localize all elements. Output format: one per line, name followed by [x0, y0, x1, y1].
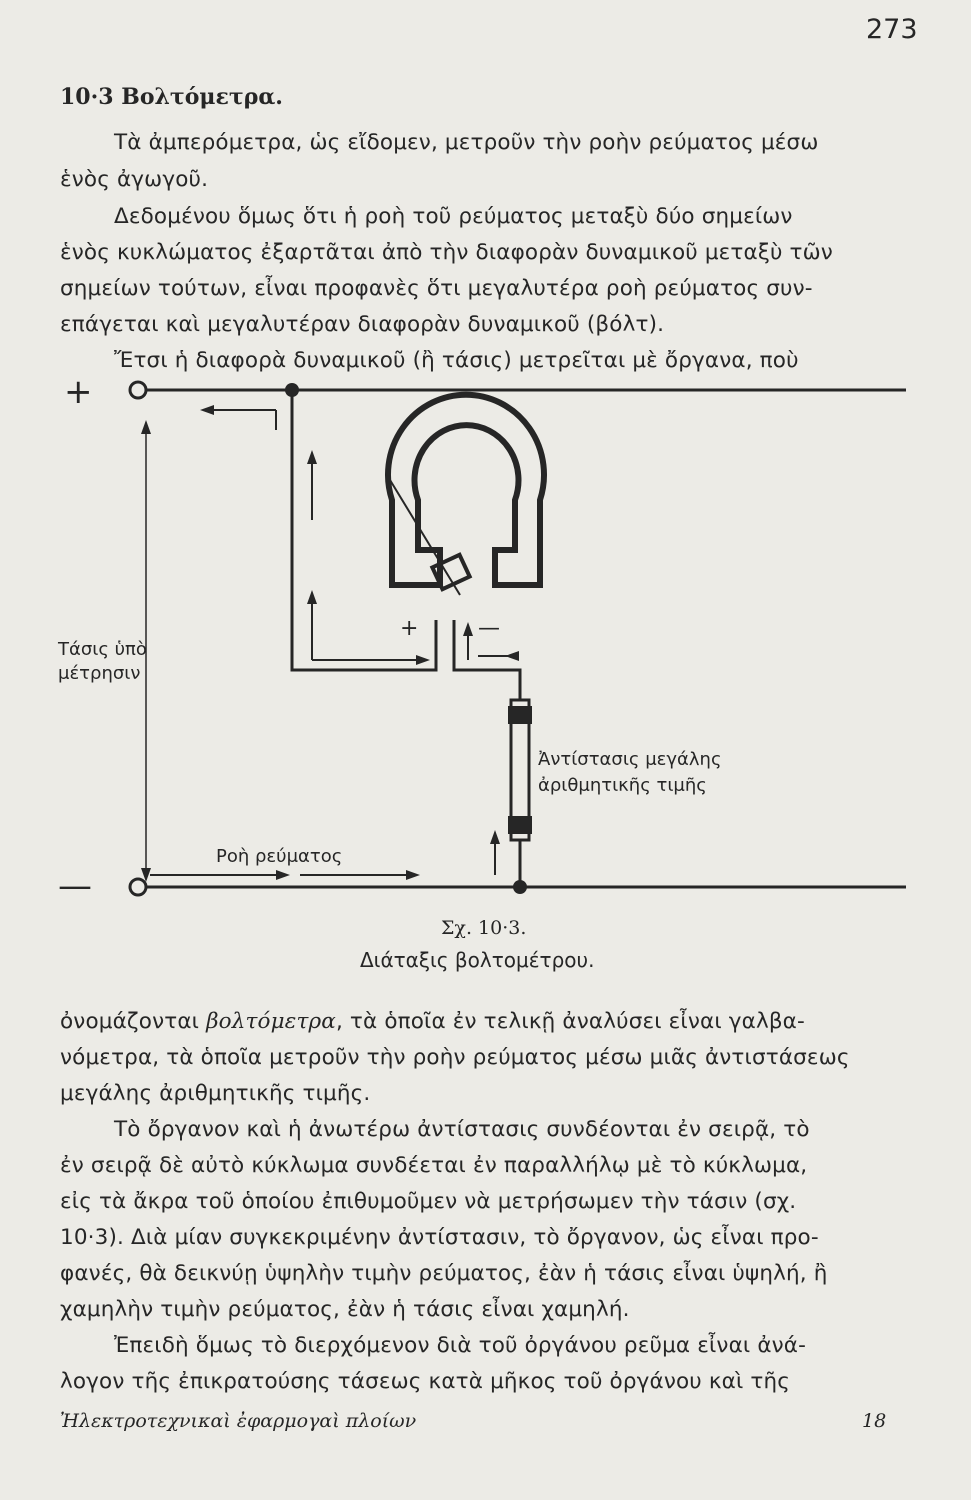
current-flow-label: Ροὴ ρεύματος: [216, 846, 343, 867]
text-line: Τὸ ὄργανον καὶ ἡ ἀνωτέρω ἀντίστασις συνδέονται ἐν σειρᾷ, τὸ: [114, 1117, 810, 1142]
resistor-cap-bottom: [508, 816, 532, 834]
text-line: Ἐπειδὴ ὅμως τὸ διερχόμενον διὰ τοῦ ὀργάνου ρεῦμα εἶναι ἀνά-: [114, 1333, 807, 1358]
meter-minus-label: —: [478, 616, 500, 641]
voltage-label: Τάσις ὑπὸ μέτρησιν: [58, 639, 147, 684]
section-title: 10·3 Βολτόμετρα.: [60, 84, 283, 110]
text-line: ἑνὸς ἀγωγοῦ.: [60, 167, 209, 192]
text-line: νόμετρα, τὰ ὁποῖα μετροῦν τὴν ροὴν ρεύματος μέσω μιᾶς ἀντιστάσεως: [60, 1045, 850, 1070]
resistor-label: Ἀντίστασις μεγάλης ἀριθμητικῆς τιμῆς: [538, 749, 722, 796]
text-line: λογον τῆς ἐπικρατούσης τάσεως κατὰ μῆκος τοῦ ὀργάνου καὶ τῆς: [60, 1369, 791, 1394]
meter-magnet: [388, 395, 544, 585]
footer-book-title: Ἠλεκτροτεχνικαὶ ἐφαρμογαὶ πλοίων: [60, 1410, 417, 1432]
top-junction: [285, 383, 299, 397]
resistor-cap-top: [508, 706, 532, 724]
voltmeter-diagram: [50, 370, 920, 910]
text-line: ὀνομάζονται βολτόμετρα, τὰ ὁποῖα ἐν τελικῇ ἀναλύσει εἶναι γαλβα-: [60, 1009, 805, 1034]
text-line: 10·3). Διὰ μίαν συγκεκριμένην ἀντίστασιν, τὸ ὄργανον, ὡς εἶναι προ-: [60, 1225, 819, 1250]
meter-plus-label: +: [400, 616, 419, 641]
text-line: φανές, θὰ δεικνύῃ ὑψηλὴν τιμὴν ρεύματος, ἐὰν ἡ τάσις εἶναι ὑψηλή, ἢ: [60, 1261, 828, 1286]
page-number: 273: [866, 14, 918, 45]
bottom-junction: [513, 880, 527, 894]
positive-terminal: [130, 382, 146, 398]
figure-number: Σχ. 10·3.: [441, 917, 527, 939]
negative-terminal: [130, 879, 146, 895]
text-line: Τὰ ἀμπερόμετρα, ὡς εἴδομεν, μετροῦν τὴν ροὴν ρεύματος μέσω: [114, 130, 819, 155]
figure-caption: Διάταξις βολτομέτρου.: [360, 948, 595, 972]
text-line: ἐν σειρᾷ δὲ αὐτὸ κύκλωμα συνδέεται ἐν παραλλήλῳ μὲ τὸ κύκλωμα,: [60, 1153, 808, 1178]
negative-sign: —: [58, 866, 92, 906]
text-line: σημείων τούτων, εἶναι προφανὲς ὅτι μεγαλυτέρα ροὴ ρεύματος συν-: [60, 276, 813, 301]
text-line: Δεδομένου ὅμως ὅτι ἡ ροὴ τοῦ ρεύματος μεταξὺ δύο σημείων: [114, 204, 793, 229]
text-line: μεγάλης ἀριθμητικῆς τιμῆς.: [60, 1081, 371, 1106]
text-line: χαμηλὴν τιμὴν ρεύματος, ἐὰν ἡ τάσις εἶναι χαμηλή.: [60, 1297, 630, 1322]
text-line: ἑνὸς κυκλώματος ἐξαρτᾶται ἀπὸ τὴν διαφορὰν δυναμικοῦ μεταξὺ τῶν: [60, 240, 833, 265]
text-line: εἰς τὰ ἄκρα τοῦ ὁποίου ἐπιθυμοῦμεν νὰ μετρήσωμεν τὴν τάσιν (σχ.: [60, 1189, 797, 1214]
footer-signature: 18: [862, 1410, 887, 1432]
positive-sign: +: [64, 372, 93, 412]
meter-needle: [390, 480, 460, 595]
text-line: επάγεται καὶ μεγαλυτέραν διαφορὰν δυναμικοῦ (βόλτ).: [60, 312, 665, 337]
text-line: Ἔτσι ἡ διαφορὰ δυναμικοῦ (ἢ τάσις) μετρεῖται μὲ ὄργανα, ποὺ: [114, 348, 799, 373]
